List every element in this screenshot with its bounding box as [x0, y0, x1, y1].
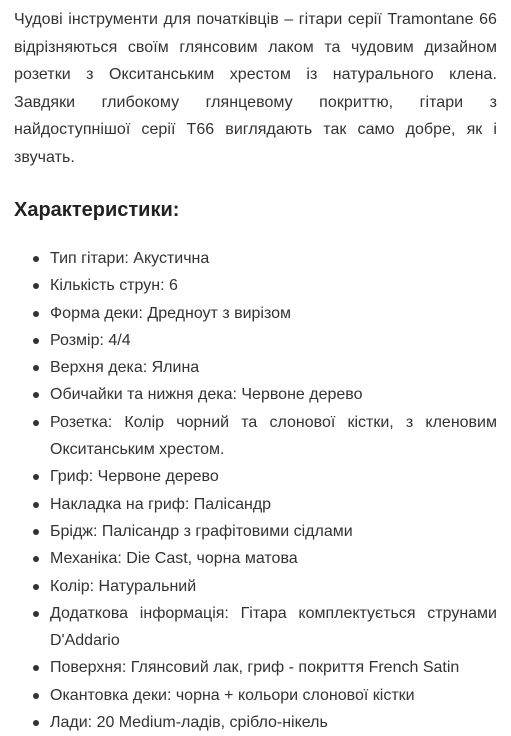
specs-heading: Характеристики: [14, 199, 180, 221]
spec-item-tuners [50, 545, 497, 572]
bullet-icon [33, 365, 39, 371]
bullet-icon [33, 611, 39, 617]
spec-item-size [50, 327, 497, 354]
spec-item-top [50, 354, 497, 381]
spec-item-finish [50, 654, 497, 681]
specs-list [14, 245, 497, 736]
bullet-icon [33, 502, 39, 508]
bullet-icon [33, 283, 39, 289]
spec-text: Додаткова інформація: Гітара комплектується струнами D'Addario [50, 604, 497, 650]
spec-text: Механіка: Die Cast, чорна матова [50, 550, 298, 568]
spec-text: Обичайки та нижня дека: Червоне дерево [50, 386, 363, 404]
spec-item-strings [50, 272, 497, 299]
bullet-icon [33, 584, 39, 590]
spec-text: Кількість струн: 6 [50, 277, 178, 295]
spec-text: Окантовка деки: чорна + кольори слонової кістки [50, 686, 415, 704]
spec-text: Розетка: Колір чорний та слонової кістки, з кленовим Окситанським хрестом. [50, 413, 497, 459]
spec-text: Накладка на гриф: Палісандр [50, 495, 272, 513]
bullet-icon [33, 665, 39, 671]
spec-item-bridge [50, 518, 497, 545]
bullet-icon [33, 474, 39, 480]
bullet-icon [33, 392, 39, 398]
bullet-icon [33, 256, 39, 262]
spec-text: Форма деки: Дредноут з вирізом [50, 304, 292, 322]
spec-item-back-sides [50, 381, 497, 408]
spec-text: Брідж: Палісандр з графітовими сідлами [50, 522, 353, 540]
bullet-icon [33, 529, 39, 535]
spec-item-binding [50, 682, 497, 709]
spec-item-color [50, 573, 497, 600]
spec-item-rosette [50, 409, 497, 464]
spec-text: Колір: Натуральний [50, 577, 197, 595]
spec-item-guitar-type [50, 245, 497, 272]
spec-item-fingerboard [50, 491, 497, 518]
spec-item-extra-info [50, 600, 497, 655]
spec-item-frets [50, 709, 497, 736]
bullet-icon [33, 338, 39, 344]
bullet-icon [33, 556, 39, 562]
spec-item-body-shape [50, 300, 497, 327]
spec-text: Верхня дека: Ялина [50, 359, 200, 377]
bullet-icon [33, 420, 39, 426]
spec-text: Лади: 20 Medium-ладів, срібло-нікель [50, 714, 328, 732]
spec-text: Поверхня: Глянсовий лак, гриф - покриття French Satin [50, 659, 460, 677]
bullet-icon [33, 720, 39, 726]
spec-item-neck [50, 463, 497, 490]
bullet-icon [33, 311, 39, 317]
spec-text: Гриф: Червоне дерево [50, 468, 219, 486]
bullet-icon [33, 693, 39, 699]
spec-text: Розмір: 4/4 [50, 331, 131, 349]
intro-paragraph: Чудові інструменти для початківців – гітари серії Tramontane 66 відрізняються своїм глянсовим лаком та чудовим дизайном розетки з Окситанським хрестом із натурального клена. Завдяки глибокому глянцевому покриттю, гітари з найдоступнішої серії T66 виглядають так само добре, як і звучать. [14, 11, 497, 166]
spec-text: Тип гітари: Акустична [50, 250, 210, 267]
